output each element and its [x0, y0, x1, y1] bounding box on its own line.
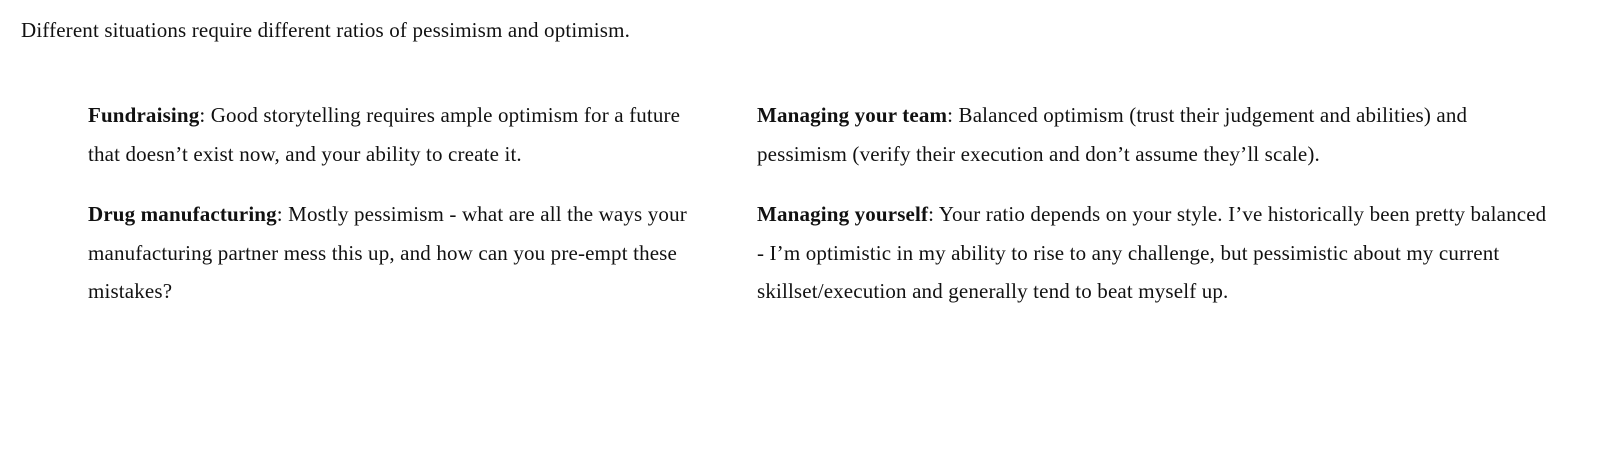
intro-text: Different situations require different ratios of pessimism and optimism.: [21, 18, 630, 42]
item-text: : Mostly pessimism - what are all the ways your manufacturing partner mess this up, and how can you pre-empt these mistakes?: [88, 202, 687, 303]
item-title: Managing your team: [757, 103, 948, 127]
item-title: Drug manufacturing: [88, 202, 277, 226]
item-title: Fundraising: [88, 103, 200, 127]
item-fundraising: [88, 96, 703, 173]
item-text: : Balanced optimism (trust their judgement and abilities) and pessimism (verify their execution and don’t assume they’ll scale).: [757, 103, 1468, 166]
item-text: : Your ratio depends on your style. I’ve historically been pretty balanced - I’m optimistic in my ability to rise to any challenge, but pessimistic about my current skillset/execution and generally tend to beat myself up.: [757, 202, 1547, 303]
item-managing-team: [757, 96, 1547, 173]
item-drug-manufacturing: [88, 195, 703, 311]
left-column: [88, 96, 703, 333]
item-title: Managing yourself: [757, 202, 929, 226]
right-column: [757, 96, 1547, 333]
item-text: : Good storytelling requires ample optimism for a future that doesn’t exist now, and your ability to create it.: [88, 103, 681, 166]
item-managing-yourself: [757, 195, 1547, 311]
